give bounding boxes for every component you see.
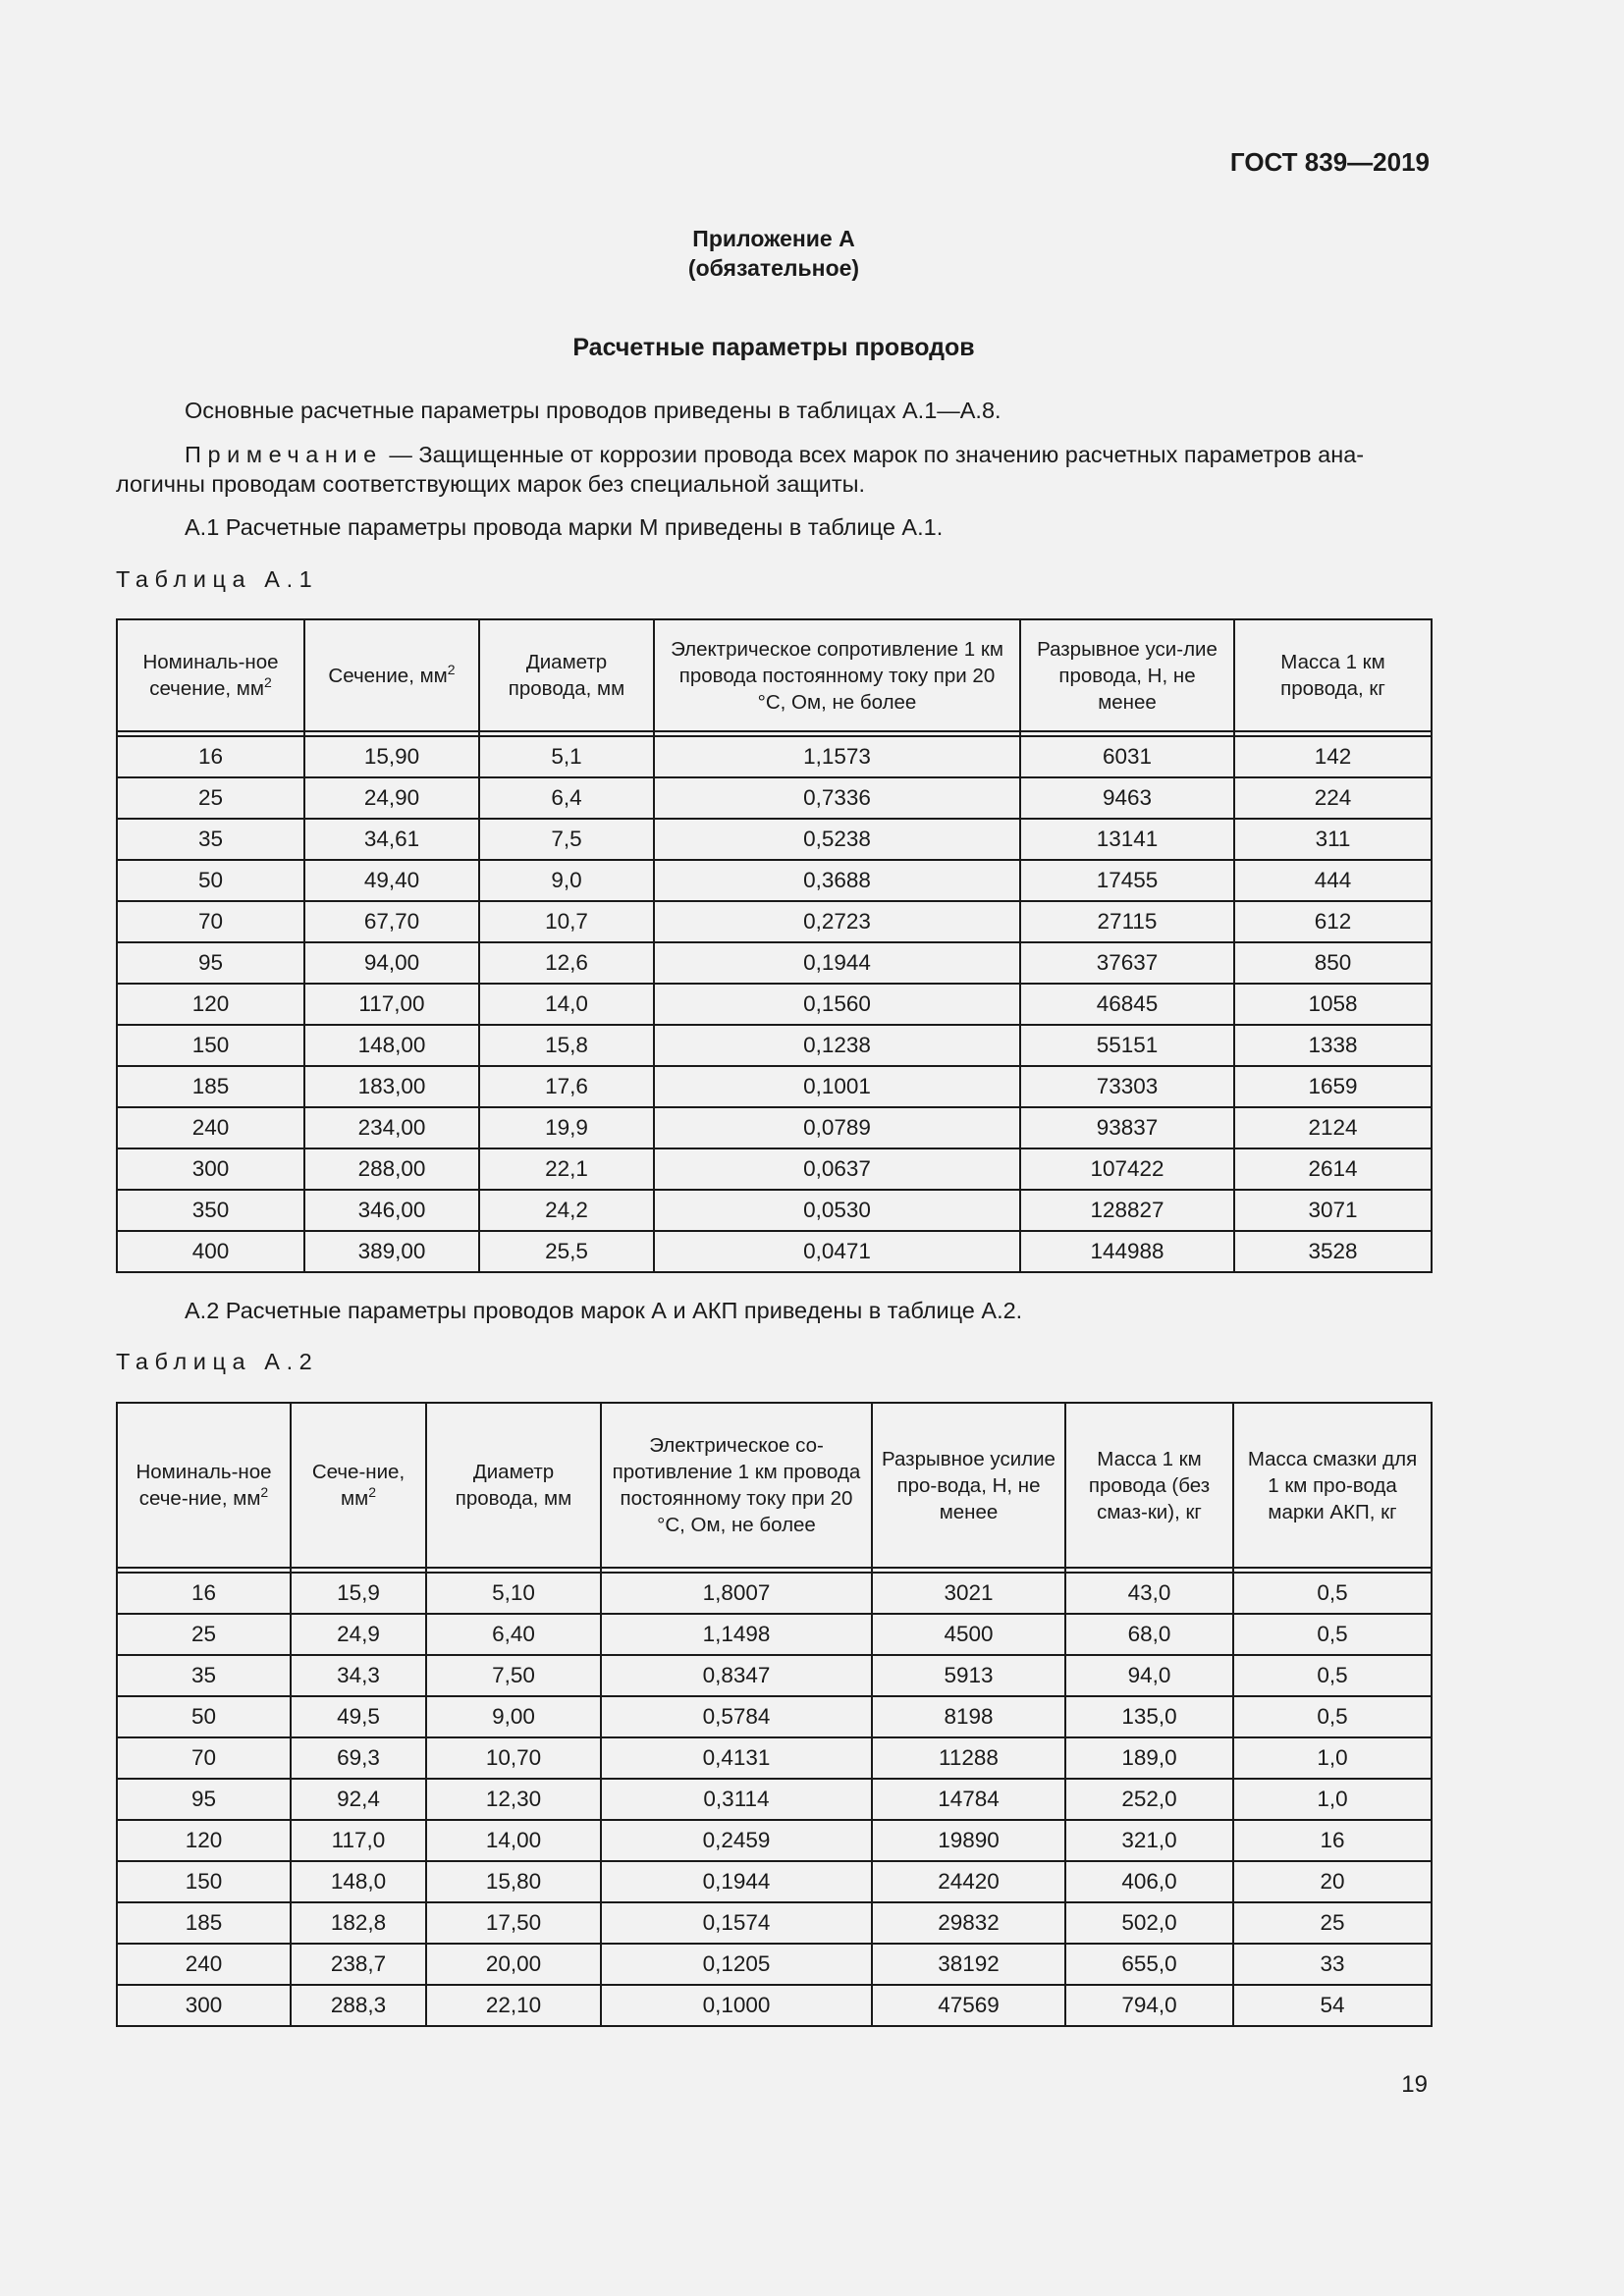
table-cell: 0,2459 — [601, 1820, 872, 1861]
note-label: Примечание — [185, 442, 383, 467]
table-cell: 12,30 — [426, 1779, 601, 1820]
table-row — [117, 901, 1432, 942]
table-row — [117, 1779, 1432, 1820]
table-cell: 73303 — [1020, 1066, 1234, 1107]
table-cell: 95 — [117, 1779, 291, 1820]
table-cell: 117,00 — [304, 984, 479, 1025]
table-cell: 0,1205 — [601, 1944, 872, 1985]
table-cell: 92,4 — [291, 1779, 426, 1820]
table-cell: 0,5 — [1233, 1696, 1432, 1737]
table-cell: 25,5 — [479, 1231, 654, 1272]
table-cell: 0,5 — [1233, 1655, 1432, 1696]
table-cell: 69,3 — [291, 1737, 426, 1779]
table-row — [117, 984, 1432, 1025]
table-cell: 24,9 — [291, 1614, 426, 1655]
paragraph-a2: А.2 Расчетные параметры проводов марок А и АКП приведены в таблице А.2. — [185, 1298, 1023, 1323]
table-a1-header-cell: Масса 1 км провода, кг — [1234, 619, 1432, 731]
table-cell: 0,2723 — [654, 901, 1020, 942]
table-cell: 6031 — [1020, 736, 1234, 777]
page-number: 19 — [1401, 2071, 1428, 2098]
table-cell: 54 — [1233, 1985, 1432, 2026]
table-cell: 0,5 — [1233, 1614, 1432, 1655]
table-cell: 49,40 — [304, 860, 479, 901]
table-a1-header-cell: Номиналь-ное сечение, $мм^2$ — [117, 619, 304, 731]
appendix-heading — [0, 224, 1547, 283]
table-cell: 16 — [1233, 1820, 1432, 1861]
table-cell: 10,7 — [479, 901, 654, 942]
table-row — [117, 1655, 1432, 1696]
table-cell: 49,5 — [291, 1696, 426, 1737]
table-cell: 1,1573 — [654, 736, 1020, 777]
table-cell: 150 — [117, 1861, 291, 1902]
table-cell: 38192 — [872, 1944, 1065, 1985]
table-row — [117, 1737, 1432, 1779]
table-cell: 144988 — [1020, 1231, 1234, 1272]
table-a1-header-row — [117, 619, 1432, 731]
table-cell: 16 — [117, 1573, 291, 1614]
table-cell: 6,4 — [479, 777, 654, 819]
table-cell: 12,6 — [479, 942, 654, 984]
table-cell: 43,0 — [1065, 1573, 1233, 1614]
table-cell: 9,0 — [479, 860, 654, 901]
table-a2-header-row — [117, 1403, 1432, 1568]
table-cell: 5,10 — [426, 1573, 601, 1614]
table-cell: 17,6 — [479, 1066, 654, 1107]
table-a2-header-cell: Диаметр провода, мм — [426, 1403, 601, 1568]
table-cell: 2124 — [1234, 1107, 1432, 1148]
table-cell: 0,3114 — [601, 1779, 872, 1820]
table-row — [117, 1231, 1432, 1272]
table-cell: 189,0 — [1065, 1737, 1233, 1779]
table-row — [117, 1190, 1432, 1231]
table-cell: 13141 — [1020, 819, 1234, 860]
table-cell: 288,3 — [291, 1985, 426, 2026]
table-row — [117, 1066, 1432, 1107]
table-row — [117, 736, 1432, 777]
table-cell: 120 — [117, 984, 304, 1025]
table-cell: 6,40 — [426, 1614, 601, 1655]
table-cell: 850 — [1234, 942, 1432, 984]
table-a1-header-cell: Диаметр провода, мм — [479, 619, 654, 731]
table-cell: 142 — [1234, 736, 1432, 777]
table-row — [117, 1696, 1432, 1737]
table-cell: 120 — [117, 1820, 291, 1861]
table-cell: 8198 — [872, 1696, 1065, 1737]
table-cell: 346,00 — [304, 1190, 479, 1231]
table-cell: 25 — [117, 1614, 291, 1655]
table-cell: 234,00 — [304, 1107, 479, 1148]
table-cell: 50 — [117, 860, 304, 901]
table-cell: 11288 — [872, 1737, 1065, 1779]
table-cell: 15,80 — [426, 1861, 601, 1902]
table-cell: 0,1238 — [654, 1025, 1020, 1066]
appendix-title: Приложение А — [692, 226, 855, 251]
table-cell: 502,0 — [1065, 1902, 1233, 1944]
table-cell: 70 — [117, 1737, 291, 1779]
table-cell: 19890 — [872, 1820, 1065, 1861]
table-cell: 0,1560 — [654, 984, 1020, 1025]
table-cell: 0,0637 — [654, 1148, 1020, 1190]
table-a1-header-cell: Сечение, $мм^2$ — [304, 619, 479, 731]
table-cell: 0,1944 — [654, 942, 1020, 984]
table-cell: 17455 — [1020, 860, 1234, 901]
table-cell: 0,5 — [1233, 1573, 1432, 1614]
table-cell: 182,8 — [291, 1902, 426, 1944]
table-cell: 35 — [117, 1655, 291, 1696]
table-cell: 19,9 — [479, 1107, 654, 1148]
table-cell: 27115 — [1020, 901, 1234, 942]
table-row — [117, 942, 1432, 984]
table-row — [117, 1820, 1432, 1861]
table-cell: 1,0 — [1233, 1737, 1432, 1779]
table-cell: 1659 — [1234, 1066, 1432, 1107]
table-cell: 15,9 — [291, 1573, 426, 1614]
table-cell: 148,00 — [304, 1025, 479, 1066]
paragraph-a1: А.1 Расчетные параметры провода марки М приведены в таблице А.1. — [185, 514, 944, 540]
table-cell: 0,4131 — [601, 1737, 872, 1779]
table-cell: 117,0 — [291, 1820, 426, 1861]
table-cell: 24420 — [872, 1861, 1065, 1902]
table-cell: 25 — [1233, 1902, 1432, 1944]
table-cell: 34,61 — [304, 819, 479, 860]
table-cell: 20 — [1233, 1861, 1432, 1902]
table-a2-header-cell: Электрическое со-противление 1 км провода постоянному току при 20 °С, Ом, не более — [601, 1403, 872, 1568]
table-row — [117, 1107, 1432, 1148]
table-cell: 20,00 — [426, 1944, 601, 1985]
table-cell: 94,00 — [304, 942, 479, 984]
table-cell: 14784 — [872, 1779, 1065, 1820]
table-cell: 3071 — [1234, 1190, 1432, 1231]
table-cell: 5913 — [872, 1655, 1065, 1696]
table-cell: 9,00 — [426, 1696, 601, 1737]
table-cell: 655,0 — [1065, 1944, 1233, 1985]
table-cell: 444 — [1234, 860, 1432, 901]
table-row — [117, 1985, 1432, 2026]
table-cell: 10,70 — [426, 1737, 601, 1779]
table-cell: 0,3688 — [654, 860, 1020, 901]
table-cell: 5,1 — [479, 736, 654, 777]
table-cell: 68,0 — [1065, 1614, 1233, 1655]
table-cell: 300 — [117, 1148, 304, 1190]
table-cell: 612 — [1234, 901, 1432, 942]
table-cell: 0,8347 — [601, 1655, 872, 1696]
table-a1 — [116, 618, 1433, 1273]
table-cell: 0,0530 — [654, 1190, 1020, 1231]
note-text-continued: логичны проводам соответствующих марок без специальной защиты. — [116, 471, 866, 497]
table-cell: 224 — [1234, 777, 1432, 819]
table-cell: 2614 — [1234, 1148, 1432, 1190]
table-a1-caption: Таблица А.1 — [116, 566, 319, 592]
table-cell: 29832 — [872, 1902, 1065, 1944]
table-row — [117, 1148, 1432, 1190]
table-cell: 389,00 — [304, 1231, 479, 1272]
table-cell: 238,7 — [291, 1944, 426, 1985]
table-cell: 16 — [117, 736, 304, 777]
table-cell: 0,1001 — [654, 1066, 1020, 1107]
table-cell: 1,8007 — [601, 1573, 872, 1614]
table-cell: 183,00 — [304, 1066, 479, 1107]
intro-paragraph: Основные расчетные параметры проводов приведены в таблицах А.1—А.8. — [185, 398, 1001, 423]
table-row — [117, 1025, 1432, 1066]
table-cell: 3528 — [1234, 1231, 1432, 1272]
table-cell: 4500 — [872, 1614, 1065, 1655]
table-cell: 311 — [1234, 819, 1432, 860]
table-cell: 0,1574 — [601, 1902, 872, 1944]
table-cell: 50 — [117, 1696, 291, 1737]
table-cell: 0,1000 — [601, 1985, 872, 2026]
table-cell: 15,90 — [304, 736, 479, 777]
table-cell: 240 — [117, 1107, 304, 1148]
table-cell: 95 — [117, 942, 304, 984]
table-cell: 24,2 — [479, 1190, 654, 1231]
appendix-status: (обязательное) — [687, 255, 860, 281]
table-cell: 7,5 — [479, 819, 654, 860]
table-cell: 0,0471 — [654, 1231, 1020, 1272]
table-cell: 94,0 — [1065, 1655, 1233, 1696]
table-cell: 400 — [117, 1231, 304, 1272]
table-cell: 240 — [117, 1944, 291, 1985]
table-row — [117, 1861, 1432, 1902]
table-cell: 794,0 — [1065, 1985, 1233, 2026]
table-cell: 128827 — [1020, 1190, 1234, 1231]
table-a2-header-cell: Номиналь-ное сече-ние, $мм^2$ — [117, 1403, 291, 1568]
table-row — [117, 819, 1432, 860]
table-cell: 33 — [1233, 1944, 1432, 1985]
table-cell: 0,5238 — [654, 819, 1020, 860]
table-a2-header-cell: Масса смазки для 1 км про-вода марки АКП, кг — [1233, 1403, 1432, 1568]
table-cell: 150 — [117, 1025, 304, 1066]
table-a2-caption: Таблица А.2 — [116, 1349, 319, 1374]
table-cell: 35 — [117, 819, 304, 860]
table-row — [117, 1902, 1432, 1944]
table-cell: 1,1498 — [601, 1614, 872, 1655]
table-cell: 67,70 — [304, 901, 479, 942]
table-cell: 0,5784 — [601, 1696, 872, 1737]
table-cell: 14,00 — [426, 1820, 601, 1861]
table-cell: 17,50 — [426, 1902, 601, 1944]
table-a2-header-cell: Разрывное усилие про-вода, Н, не менее — [872, 1403, 1065, 1568]
table-a1-header-cell: Разрывное уси-лие провода, Н, не менее — [1020, 619, 1234, 731]
table-cell: 47569 — [872, 1985, 1065, 2026]
table-row — [117, 777, 1432, 819]
table-cell: 1338 — [1234, 1025, 1432, 1066]
table-cell: 34,3 — [291, 1655, 426, 1696]
table-cell: 22,1 — [479, 1148, 654, 1190]
table-cell: 37637 — [1020, 942, 1234, 984]
table-cell: 300 — [117, 1985, 291, 2026]
table-row — [117, 1944, 1432, 1985]
table-a2 — [116, 1402, 1433, 2027]
table-cell: 14,0 — [479, 984, 654, 1025]
table-cell: 25 — [117, 777, 304, 819]
table-cell: 350 — [117, 1190, 304, 1231]
table-row — [117, 1573, 1432, 1614]
table-cell: 107422 — [1020, 1148, 1234, 1190]
table-cell: 0,0789 — [654, 1107, 1020, 1148]
table-cell: 46845 — [1020, 984, 1234, 1025]
table-a1-header-cell: Электрическое сопротивление 1 км провода постоянному току при 20 °С, Ом, не более — [654, 619, 1020, 731]
table-cell: 22,10 — [426, 1985, 601, 2026]
table-cell: 9463 — [1020, 777, 1234, 819]
table-cell: 7,50 — [426, 1655, 601, 1696]
table-cell: 1,0 — [1233, 1779, 1432, 1820]
table-cell: 15,8 — [479, 1025, 654, 1066]
table-cell: 55151 — [1020, 1025, 1234, 1066]
table-cell: 406,0 — [1065, 1861, 1233, 1902]
table-cell: 148,0 — [291, 1861, 426, 1902]
note-paragraph — [116, 440, 1431, 499]
table-cell: 135,0 — [1065, 1696, 1233, 1737]
table-a2-header-cell: Масса 1 км провода (без смаз-ки), кг — [1065, 1403, 1233, 1568]
table-cell: 24,90 — [304, 777, 479, 819]
table-cell: 185 — [117, 1902, 291, 1944]
table-cell: 252,0 — [1065, 1779, 1233, 1820]
table-cell: 0,1944 — [601, 1861, 872, 1902]
document-code: ГОСТ 839—2019 — [1229, 147, 1430, 177]
table-cell: 93837 — [1020, 1107, 1234, 1148]
table-a2-header-cell: Сече-ние, $мм^2$ — [291, 1403, 426, 1568]
table-cell: 288,00 — [304, 1148, 479, 1190]
table-cell: 0,7336 — [654, 777, 1020, 819]
section-title: Расчетные параметры проводов — [572, 334, 975, 361]
table-row — [117, 1614, 1432, 1655]
table-cell: 185 — [117, 1066, 304, 1107]
table-cell: 3021 — [872, 1573, 1065, 1614]
table-cell: 321,0 — [1065, 1820, 1233, 1861]
table-cell: 1058 — [1234, 984, 1432, 1025]
table-row — [117, 860, 1432, 901]
note-text: — Защищенные от коррозии провода всех марок по значению расчетных параметров ана- — [382, 442, 1365, 467]
table-cell: 70 — [117, 901, 304, 942]
